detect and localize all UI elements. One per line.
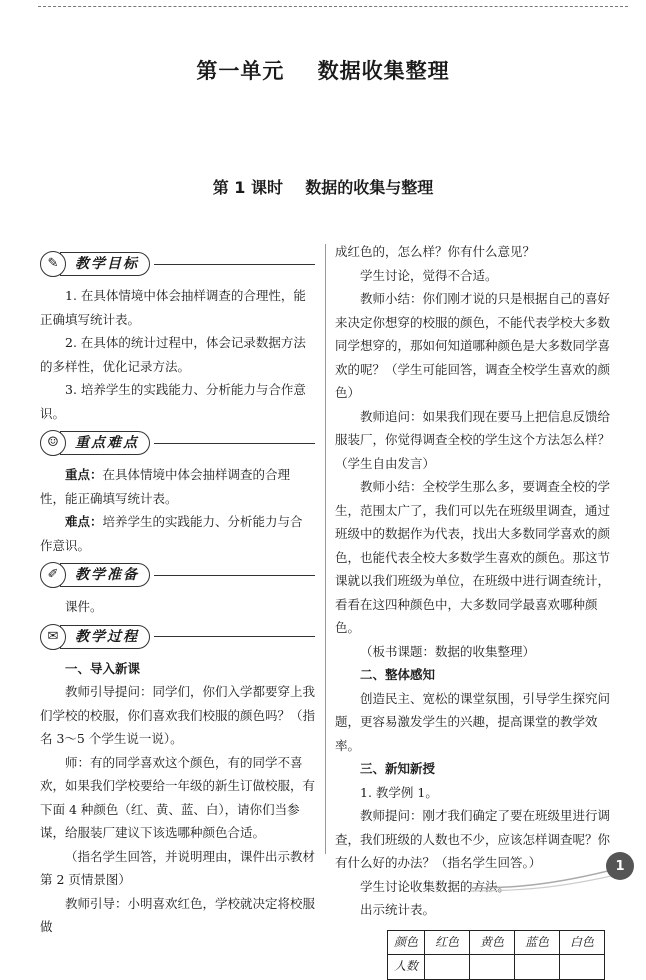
left-column: [40, 246, 315, 939]
paragraph: （指名学生回答，并说明理由，课件出示教材第 2 页情景图）: [40, 848, 316, 887]
section-header-goals: [40, 250, 315, 278]
section-label: 教学准备: [60, 563, 150, 587]
paragraph: 教师追问：如果我们现在要马上把信息反馈给服装厂，你觉得调查全校的学生这个方法怎么样？（学生自由发言）: [335, 408, 611, 471]
key-label: 重点：: [65, 467, 103, 482]
part-heading: 三、新知新授: [360, 761, 436, 776]
section-rule: [154, 636, 315, 637]
section-header-key-points: [40, 429, 315, 457]
paragraph: 教师引导提问：同学们，你们入学都要穿上我们学校的校服，你们喜欢我们校服的颜色吗？（指名 3～5 个学生说一说）。: [40, 684, 316, 746]
table-cell: [470, 955, 515, 980]
key-point: [40, 463, 315, 510]
footer-wave-decoration: [470, 858, 620, 892]
goal-item: 1. 在具体情境中体会抽样调查的合理性，能正确填写统计表。: [40, 288, 306, 327]
paragraph: 教师提问：刚才我们确定了要在班级里进行调查，我们班级的人数也不少，应该怎样调查呢？你有什么好的办法？（指名学生回答。）: [335, 808, 611, 870]
table-cell: 颜色: [388, 930, 425, 955]
section-label: 教学目标: [60, 252, 150, 276]
section-header-preparation: [40, 561, 315, 589]
section-label: 教学过程: [60, 625, 150, 649]
pencil-icon: ✐: [40, 562, 66, 588]
paragraph: 教师引导：小明喜欢红色，学校就决定将校服做: [40, 895, 316, 934]
section-rule: [154, 264, 315, 265]
table-cell: [425, 955, 470, 980]
paragraph: 师：有的同学喜欢这个颜色，有的同学不喜欢，如果我们学校要给一年级的新生订做校服，有下面 4 种颜色（红、黄、蓝、白），请你们当参谋，给服装厂建议下该选哪种颜色合适。: [40, 754, 316, 840]
page-number: 1: [606, 852, 634, 880]
table-cell: 黄色: [470, 930, 515, 955]
table-cell: [560, 955, 605, 980]
face-icon: ☺: [40, 430, 66, 456]
paragraph: 出示统计表。: [360, 902, 436, 917]
goal-item: 3. 培养学生的实践能力、分析能力与合作意识。: [40, 382, 306, 421]
part-heading: 一、导入新课: [65, 660, 141, 676]
section-rule: [154, 575, 315, 576]
table-cell: 红色: [425, 930, 470, 955]
part-heading: 二、整体感知: [360, 667, 436, 682]
table-row: [388, 955, 605, 980]
pen-icon: ✎: [40, 251, 66, 277]
difficulty-text: 培养学生的实践能力、分析能力与合作意识。: [40, 514, 303, 553]
table-row: [388, 930, 605, 955]
preparation-text: 课件。: [65, 599, 103, 614]
difficulty-point: [40, 510, 315, 557]
section-label: 重点难点: [60, 431, 150, 455]
key-text: 在具体情境中体会抽样调查的合理性，能正确填写统计表。: [40, 467, 291, 506]
lesson-title: 第 1 课时 数据的收集与整理: [212, 178, 434, 197]
paragraph: 成红色的，怎么样？你有什么意见？: [335, 244, 536, 259]
paragraph: （板书课题：数据的收集整理）: [360, 643, 536, 659]
paragraph: 创造民主、宽松的课堂氛围，引导学生探究问题，更容易激发学生的兴趣，提高课堂的教学效率。: [335, 690, 611, 753]
paragraph: 学生讨论，觉得不合适。: [360, 267, 498, 283]
table-cell: 蓝色: [515, 930, 560, 955]
paragraph: 教师小结：你们刚才说的只是根据自己的喜好来决定你想穿的校服的颜色，不能代表学校大多数同学想穿的，那如何知道哪种颜色是大多数同学喜欢的呢？（学生可能回答，调查全校学生喜欢的颜色）: [335, 291, 611, 400]
paragraph: 1. 教学例 1。: [360, 784, 438, 800]
paragraph: 教师小结：全校学生那么多，要调查全校的学生，范围太广了，我们可以先在班级里调查，通过班级中的数据作为代表，找出大多数同学喜欢的颜色，也能代表全校大多数学生喜欢的颜色。那这节课就以我们班级为单位，在班级中进行调查统计，看看在这四种颜色中，大多数同学最喜欢哪种颜色。: [335, 479, 611, 635]
table-cell: 人数: [388, 955, 425, 980]
section-header-process: [40, 623, 315, 651]
table-cell: 白色: [560, 930, 605, 955]
paragraph: 学生讨论收集数据的方法。: [360, 878, 511, 894]
unit-title: 第一单元 数据收集整理: [196, 59, 450, 83]
table-cell: [515, 955, 560, 980]
goal-item: 2. 在具体的统计过程中，体会记录数据方法的多样性，优化记录方法。: [40, 335, 306, 374]
section-rule: [154, 443, 315, 444]
top-dashed-rule: [38, 6, 628, 7]
difficulty-label: 难点：: [65, 514, 103, 529]
statistics-table: [387, 930, 605, 980]
column-divider: [325, 244, 326, 854]
books-icon: ✉: [40, 624, 66, 650]
